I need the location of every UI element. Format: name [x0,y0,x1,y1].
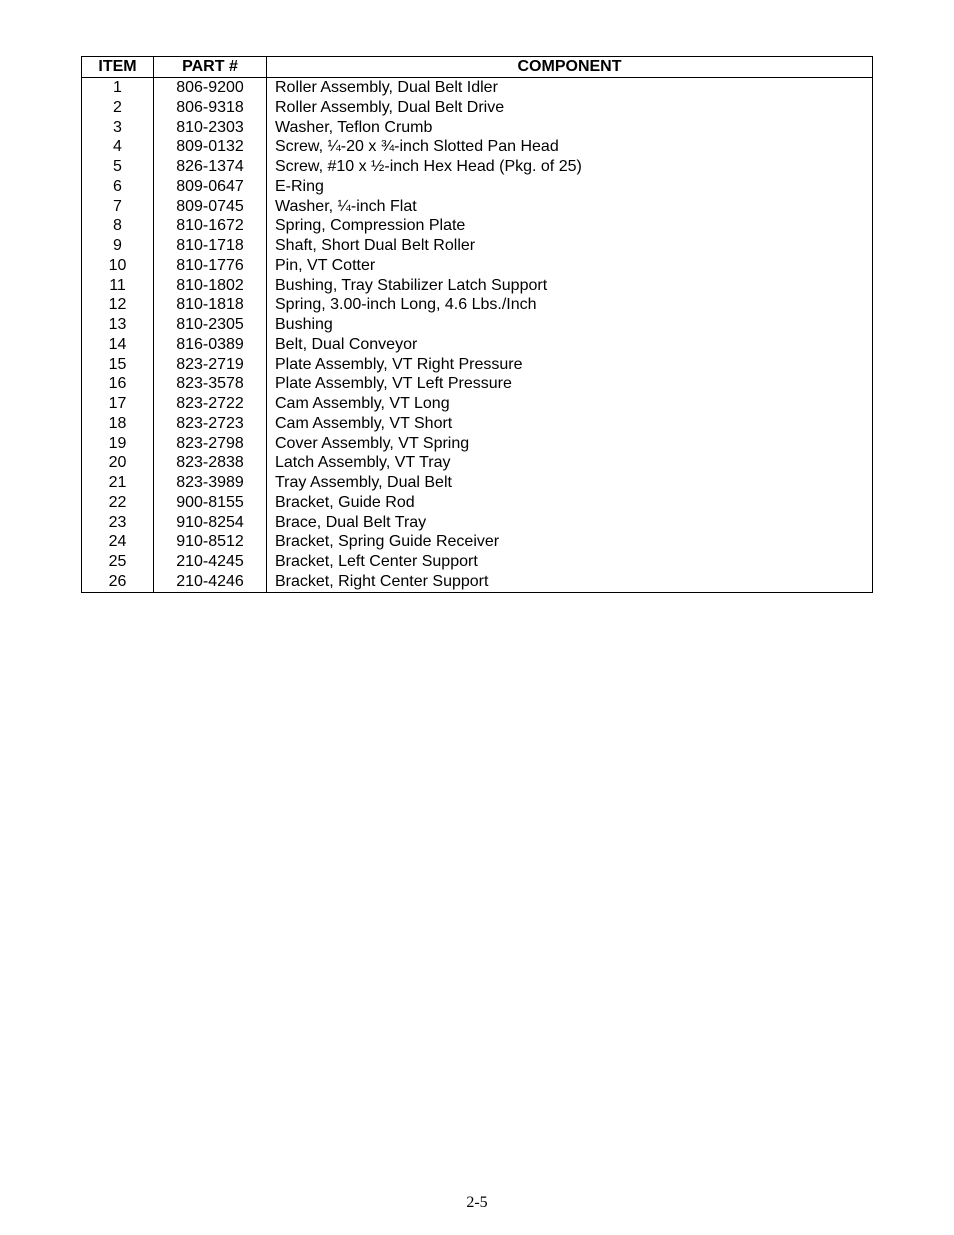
component-cell: Bushing, Tray Stabilizer Latch Support [267,276,873,296]
part-number-cell: 809-0745 [154,197,267,217]
part-number-cell: 210-4245 [154,552,267,572]
item-number-cell: 26 [108,572,127,590]
table-row [82,236,873,256]
component-cell: Plate Assembly, VT Right Pressure [267,355,873,375]
header-part-number: PART # [154,57,267,78]
item-number-cell: 9 [113,237,122,254]
header-row [82,57,873,78]
component-cell: Spring, 3.00-inch Long, 4.6 Lbs./Inch [267,295,873,315]
item-number-cell: 20 [108,454,127,472]
component-cell: Pin, VT Cotter [267,256,873,276]
component-cell: Cover Assembly, VT Spring [267,434,873,454]
item-number-cell: 5 [113,158,122,175]
item-number-cell: 22 [108,493,127,511]
item-number-cell: 18 [108,414,127,432]
table-row [82,335,873,355]
table-row [82,157,873,177]
component-cell: Cam Assembly, VT Short [267,414,873,434]
component-cell: Screw, #10 x ½-inch Hex Head (Pkg. of 25) [267,157,873,177]
table-row [82,177,873,197]
component-cell: Belt, Dual Conveyor [267,335,873,355]
table-row [82,355,873,375]
table-row [82,473,873,493]
part-number-cell: 900-8155 [154,493,267,513]
part-number-cell: 823-2838 [154,453,267,473]
component-cell: Bracket, Guide Rod [267,493,873,513]
item-number-cell: 3 [113,118,122,136]
table-row [82,98,873,118]
table-row [82,276,873,296]
part-number-cell: 823-2723 [154,414,267,434]
component-cell: Roller Assembly, Dual Belt Idler [267,78,873,98]
table-row [82,394,873,414]
part-number-cell: 810-1672 [154,216,267,236]
table-row [82,532,873,552]
item-number-cell: 13 [108,316,127,333]
part-number-cell: 910-8254 [154,513,267,533]
component-cell: Washer, ¼-inch Flat [267,197,873,217]
component-cell: Plate Assembly, VT Left Pressure [267,374,873,394]
part-number-cell: 810-1718 [154,236,267,256]
item-number-cell: 8 [113,217,122,235]
part-number-cell: 823-3989 [154,473,267,493]
table-row [82,137,873,157]
item-number-cell: 16 [108,375,127,393]
part-number-cell: 826-1374 [154,157,267,177]
component-cell: Bracket, Right Center Support [267,572,873,592]
table-row [82,256,873,276]
table-row [82,295,873,315]
parts-list-table [81,56,873,593]
part-number-cell: 810-1818 [154,295,267,315]
item-number-cell: 7 [113,197,122,215]
component-cell: Screw, ¼-20 x ¾-inch Slotted Pan Head [267,137,873,157]
table-row [82,513,873,533]
part-number-cell: 823-2722 [154,394,267,414]
table-row [82,374,873,394]
part-number-cell: 823-2798 [154,434,267,454]
component-cell: E-Ring [267,177,873,197]
item-number-cell: 10 [108,256,127,274]
part-number-cell: 823-2719 [154,355,267,375]
table-row [82,493,873,513]
table-row [82,572,873,592]
component-cell: Bracket, Spring Guide Receiver [267,532,873,552]
item-number-cell: 19 [108,434,127,452]
part-number-cell: 910-8512 [154,532,267,552]
part-number-cell: 823-3578 [154,374,267,394]
item-number-cell: 24 [108,533,127,551]
part-number-cell: 809-0647 [154,177,267,197]
table-body [82,78,873,593]
component-cell: Spring, Compression Plate [267,216,873,236]
item-number-cell: 15 [108,355,127,373]
item-number-cell: 4 [113,138,122,156]
part-number-cell: 806-9200 [154,78,267,98]
table-row [82,552,873,572]
table-row [82,414,873,434]
header-component: COMPONENT [267,57,873,78]
part-number-cell: 806-9318 [154,98,267,118]
component-cell: Shaft, Short Dual Belt Roller [267,236,873,256]
table-row [82,315,873,335]
part-number-cell: 810-1802 [154,276,267,296]
table-row [82,197,873,217]
part-number-cell: 810-2305 [154,315,267,335]
item-number-cell: 2 [113,98,122,116]
page-number: 2-5 [466,1194,488,1211]
component-cell: Bracket, Left Center Support [267,552,873,572]
item-number-cell: 6 [113,177,122,195]
table-row [82,453,873,473]
table-row [82,118,873,138]
part-number-cell: 816-0389 [154,335,267,355]
table-row [82,78,873,98]
part-number-cell: 809-0132 [154,137,267,157]
part-number-cell: 810-1776 [154,256,267,276]
component-cell: Bushing [267,315,873,335]
component-cell: Brace, Dual Belt Tray [267,513,873,533]
item-number-cell: 17 [108,395,127,412]
item-number-cell: 23 [108,513,127,531]
item-number-cell: 25 [108,553,127,570]
component-cell: Cam Assembly, VT Long [267,394,873,414]
component-cell: Tray Assembly, Dual Belt [267,473,873,493]
table-row [82,216,873,236]
item-number-cell: 11 [109,276,126,294]
item-number-cell: 1 [113,79,122,96]
table-header [82,57,873,78]
part-number-cell: 810-2303 [154,118,267,138]
item-number-cell: 21 [108,474,127,491]
component-cell: Roller Assembly, Dual Belt Drive [267,98,873,118]
part-number-cell: 210-4246 [154,572,267,592]
component-cell: Washer, Teflon Crumb [267,118,873,138]
item-number-cell: 14 [108,335,127,353]
table-row [82,434,873,454]
header-item: ITEM [82,57,154,78]
item-number-cell: 12 [108,296,127,314]
component-cell: Latch Assembly, VT Tray [267,453,873,473]
